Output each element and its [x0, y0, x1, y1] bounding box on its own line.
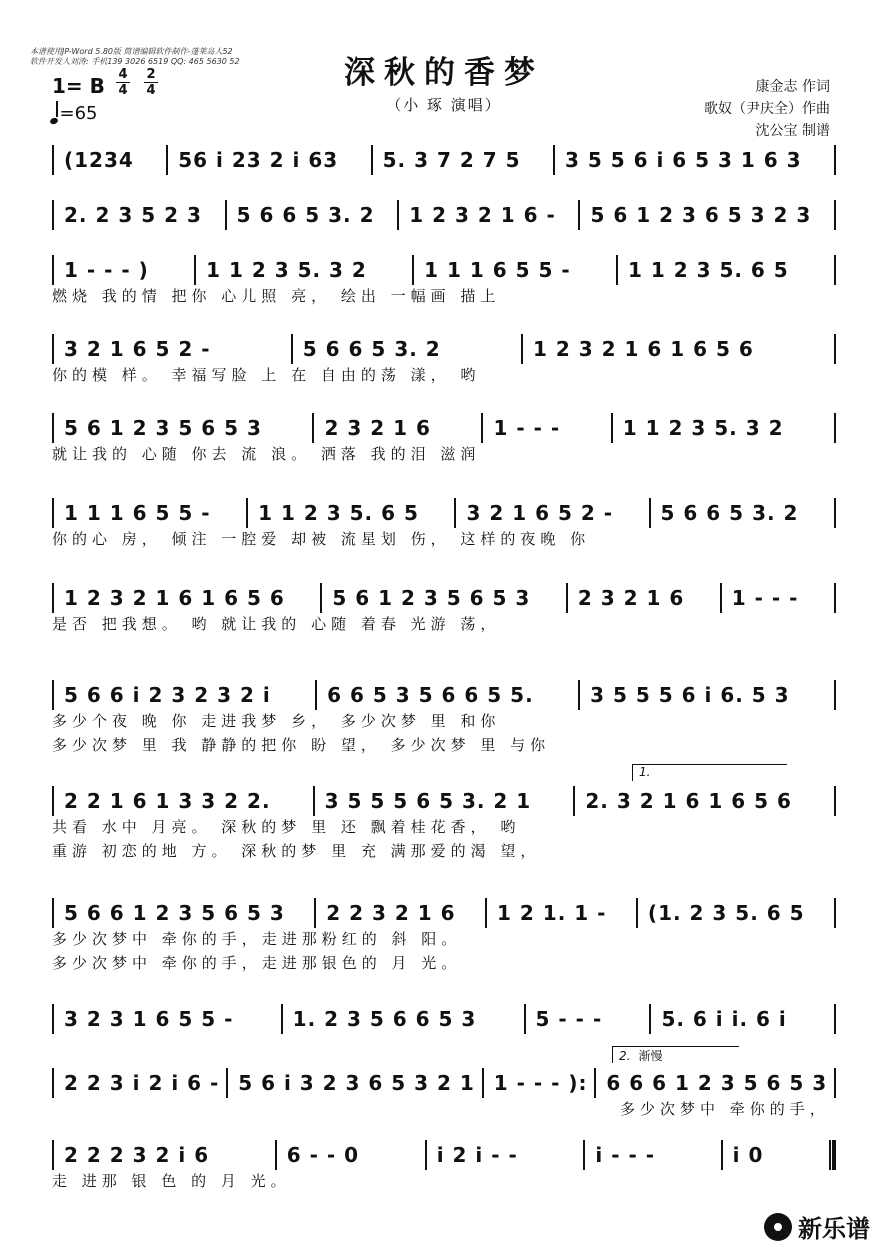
measure: 1 2 3 2 1 6 1 6 5 6: [532, 337, 754, 361]
measure: 2. 2 3 5 2 3: [64, 203, 202, 227]
notation-row: [52, 786, 836, 816]
notation-row: [52, 898, 836, 928]
lyric-line: 多少次梦 里 我 静静的把你 盼 望， 多少次梦 里 与你: [52, 736, 551, 754]
volta-bracket: [632, 764, 787, 781]
volta-label: 2.: [619, 1049, 631, 1063]
measure: 3 5 5 5 6 i 6. 5 3: [590, 683, 790, 707]
bar-line: [834, 1068, 836, 1098]
notation-row: [52, 145, 836, 175]
ts-a-bottom: 4: [118, 83, 128, 98]
tempo-value: =65: [59, 103, 98, 124]
lyric-line: 燃烧 我的情 把你 心儿照 亮， 绘出 一幅画 描上: [52, 287, 501, 305]
meta-line-1: 本谱使用JP-Word 5.80版 简谱编辑软件制作-蓬莱岛人52: [30, 47, 233, 56]
ts-a-top: 4: [118, 67, 128, 82]
notation-row: [52, 1140, 836, 1170]
notation-row: [52, 498, 836, 528]
notation-row: [52, 1068, 836, 1098]
measure: i - - -: [595, 1143, 656, 1167]
measure: (1. 2 3 5. 6 5: [647, 901, 805, 925]
measure: 1 1 2 3 5. 6 5: [258, 501, 419, 525]
tempo-mark: [50, 103, 98, 124]
logo-text: 新乐谱: [798, 1215, 870, 1243]
measure: 3 2 1 6 5 2 -: [64, 337, 211, 361]
notation-row: [52, 680, 836, 710]
bar-line: [834, 334, 836, 364]
record-disc-icon: [764, 1213, 792, 1241]
measure: 1 - - -: [493, 416, 561, 440]
measure: i 2 i - -: [436, 1143, 518, 1167]
lyric-line: 走 进那 银 色 的 月 光。: [52, 1172, 291, 1190]
measure: 1 1 1 6 5 5 -: [424, 258, 571, 282]
measure: 56 i 23 2 i 63: [178, 148, 339, 172]
measure: 3 5 5 6 i 6 5 3 1 6 3: [564, 148, 802, 172]
bar-line: [834, 680, 836, 710]
measure: 1 - - - ): [64, 258, 149, 282]
measure: i 0: [732, 1143, 764, 1167]
measure: 2 3 2 1 6: [324, 416, 431, 440]
notation-row: [52, 1004, 836, 1034]
final-bar-line: [829, 1140, 836, 1170]
meta-line-2: 软件开发人刘涛: 手机139 3026 6519 QQ: 465 5630 52: [30, 57, 240, 66]
key-signature: 1= B: [52, 74, 105, 98]
notation-row: [52, 413, 836, 443]
measure: 2 2 2 3 2 i 6: [64, 1143, 210, 1167]
measure: 6 - - 0: [286, 1143, 360, 1167]
lyric-line: 多少次梦中 牵你的手，走进那银色的 月 光。: [52, 954, 462, 972]
measure: 1 - - -: [731, 586, 799, 610]
singer: （小 琢 演唱）: [386, 96, 502, 114]
measure: 5 6 1 2 3 5 6 5 3: [64, 416, 262, 440]
site-logo: [764, 1209, 870, 1244]
measure: 3 2 1 6 5 2 -: [466, 501, 614, 525]
arranger: 沈公宝 制谱: [755, 123, 830, 139]
measure: 3 2 3 1 6 5 5 -: [64, 1007, 234, 1031]
measure: 5 6 6 5 3. 2: [660, 501, 799, 525]
notation-row: [52, 334, 836, 364]
bar-line: [834, 898, 836, 928]
measure: 1 - - - ):: [493, 1071, 588, 1095]
measure: 5 6 i 3 2 3 6 5 3 2 1: [238, 1071, 475, 1095]
bar-line: [834, 786, 836, 816]
time-signature-b: [144, 68, 158, 97]
bar-line: [834, 1004, 836, 1034]
bar-line: [834, 498, 836, 528]
lyric-line: 多少个夜 晚 你 走进我梦 乡， 多少次梦 里 和你: [52, 712, 501, 730]
measure: 1. 2 3 5 6 6 5 3: [292, 1007, 477, 1031]
measure: 1 2 3 2 1 6 -: [409, 203, 556, 227]
lyric-line: 多少次梦中 牵你的手，走进那粉红的 斜 阳。: [52, 930, 462, 948]
lyricist: 康金志 作词: [755, 79, 830, 95]
measure: 2 2 3 2 1 6: [326, 901, 456, 925]
lyric-line: 你的心 房， 倾注 一腔爱 却被 流星划 伤， 这样的夜晚 你: [52, 530, 591, 548]
notation-row: [52, 255, 836, 285]
measure: 6 6 5 3 5 6 6 5 5.: [327, 683, 534, 707]
time-signature-a: [116, 68, 130, 97]
lyric-line: 共看 水中 月亮。 深秋的梦 里 还 飘着桂花香， 哟: [52, 818, 521, 836]
measure: 3 5 5 5 6 5 3. 2 1: [324, 789, 532, 813]
measure: 2. 3 2 1 6 1 6 5 6: [585, 789, 792, 813]
notation-row: [52, 200, 836, 230]
lyric-line: 就让我的 心随 你去 流 浪。 洒落 我的泪 滋润: [52, 445, 481, 463]
tempo-change-note: 渐慢: [638, 1049, 663, 1063]
measure: 1 1 2 3 5. 6 5: [627, 258, 789, 282]
measure: 5 6 6 1 2 3 5 6 5 3: [64, 901, 285, 925]
volta-bracket: [612, 1046, 739, 1063]
bar-line: [834, 413, 836, 443]
measure: 5 - - -: [535, 1007, 603, 1031]
measure: 5. 6 i i. 6 i: [661, 1007, 787, 1031]
bar-line: [834, 200, 836, 230]
measure: 2 3 2 1 6: [577, 586, 685, 610]
measure: 1 1 1 6 5 5 -: [64, 501, 211, 525]
measure: 5 6 1 2 3 6 5 3 2 3: [590, 203, 812, 227]
measure: 1 1 2 3 5. 3 2: [622, 416, 784, 440]
measure: 5 6 1 2 3 5 6 5 3: [332, 586, 531, 610]
ts-b-bottom: 4: [146, 83, 156, 98]
measure: 1 2 3 2 1 6 1 6 5 6: [64, 586, 285, 610]
measure: 5 6 6 i 2 3 2 3 2 i: [64, 683, 271, 707]
measure: 1 1 2 3 5. 3 2: [206, 258, 367, 282]
bar-line: [834, 145, 836, 175]
measure: 2 2 3 i 2 i 6 -: [64, 1071, 220, 1095]
lyric-line: 你的模 样。 幸福写脸 上 在 自由的荡 漾， 哟: [52, 366, 481, 384]
measure: (1234: [64, 148, 134, 172]
measure: 5 6 6 5 3. 2: [236, 203, 375, 227]
ts-b-top: 2: [146, 67, 156, 82]
composer: 歌奴（尹庆全）作曲: [704, 101, 830, 117]
lyric-line: 重游 初恋的地 方。 深秋的梦 里 充 满那爱的渴 望，: [52, 842, 541, 860]
bar-line: [834, 583, 836, 613]
quarter-note-icon: [49, 117, 59, 125]
lyric-line: 是否 把我想。 哟 就让我的 心随 着春 光游 荡，: [52, 615, 501, 633]
volta-label: 1.: [639, 765, 651, 779]
measure: 1 2 1. 1 -: [497, 901, 607, 925]
bar-line: [834, 255, 836, 285]
notation-row: [52, 583, 836, 613]
song-title: 深秋的香梦: [344, 55, 544, 91]
measure: 5 6 6 5 3. 2: [302, 337, 441, 361]
measure: 5. 3 7 2 7 5: [382, 148, 521, 172]
measure: 6 6 6 1 2 3 5 6 5 3: [606, 1071, 828, 1095]
lyric-line: 多少次梦中 牵你的手，: [620, 1100, 830, 1118]
measure: 2 2 1 6 1 3 3 2 2.: [64, 789, 271, 813]
